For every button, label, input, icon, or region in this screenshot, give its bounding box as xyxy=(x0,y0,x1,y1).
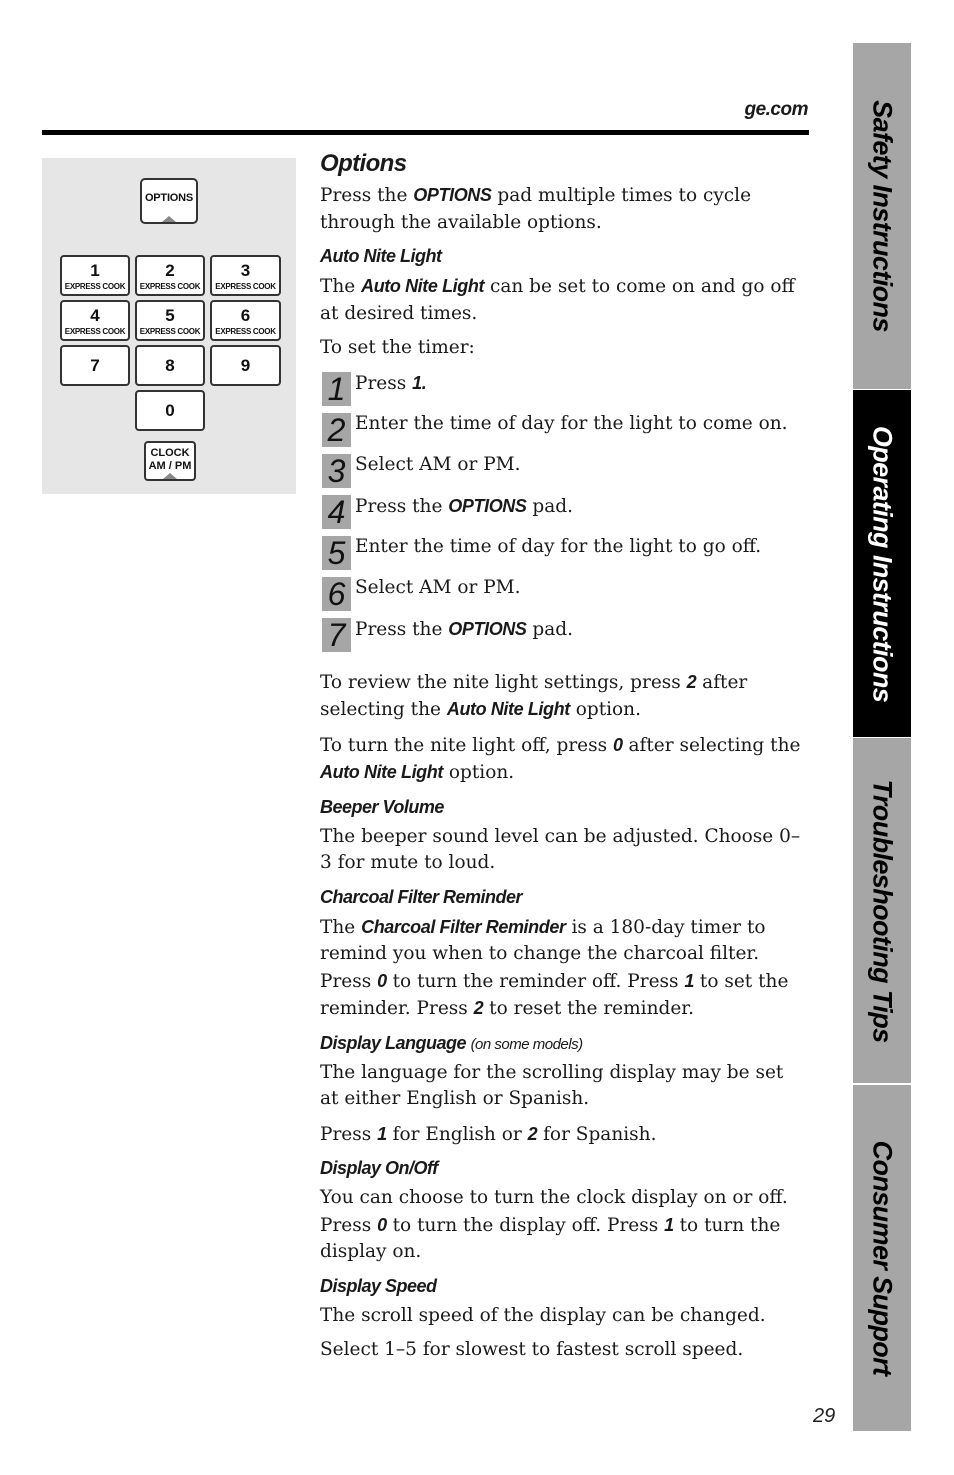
section-heading: Auto Nite Light xyxy=(320,246,442,266)
step-number: 2 xyxy=(322,413,351,447)
tab-safety-instructions[interactable]: Safety Instructions xyxy=(853,43,911,389)
paragraph: Select 1–5 for slowest to fastest scroll speed. xyxy=(320,1339,744,1360)
triangle-icon xyxy=(162,216,176,222)
paragraph: To set the timer: xyxy=(320,337,475,358)
paragraph: To turn the nite light off, press 0 after selecting the Auto Nite Light option. xyxy=(320,734,801,783)
options-key xyxy=(140,178,198,224)
paragraph: The beeper sound level can be adjusted. Choose 0–3 for mute to loud. xyxy=(320,825,801,873)
step-item: 1 Press 1. xyxy=(320,370,805,411)
section-heading: Display Language (on some models) xyxy=(320,1032,583,1053)
step-number: 1 xyxy=(322,372,351,406)
clock-key: CLOCK AM / PM xyxy=(144,441,196,481)
header-rule xyxy=(42,130,809,135)
step-list xyxy=(320,370,805,657)
site-url: ge.com xyxy=(744,99,808,120)
section-display-onoff xyxy=(320,1158,805,1266)
section-heading: Beeper Volume xyxy=(320,796,444,817)
tab-consumer-support[interactable]: Consumer Support xyxy=(853,1085,911,1431)
step-item: 3 Select AM or PM. xyxy=(320,452,805,493)
keypad-key-8: 8 xyxy=(135,345,205,386)
paragraph: The scroll speed of the display can be changed. xyxy=(320,1304,766,1326)
paragraph: To review the nite light settings, press 2 after selecting the Auto Nite Light option. xyxy=(320,671,748,720)
paragraph: Press 1 for English or 2 for Spanish. xyxy=(320,1123,657,1145)
step-number: 5 xyxy=(322,536,351,570)
keypad-key-3: 3 EXPRESS COOK xyxy=(210,255,281,296)
keypad-key-2: 2 EXPRESS COOK xyxy=(135,255,205,296)
keypad-key-5: 5 EXPRESS COOK xyxy=(135,300,205,341)
options-key-label: OPTIONS xyxy=(144,192,194,204)
keypad-illustration xyxy=(42,158,296,494)
keypad-key-4: 4 EXPRESS COOK xyxy=(60,300,130,341)
keypad-key-9: 9 xyxy=(210,345,281,386)
section-display-language xyxy=(320,1033,805,1149)
intro-paragraph: Press the OPTIONS pad multiple times to cycle through the available options. xyxy=(320,185,752,233)
keypad-key-0: 0 xyxy=(135,390,205,431)
tab-operating-instructions[interactable]: Operating Instructions xyxy=(853,390,911,737)
step-item: 7 Press the OPTIONS pad. xyxy=(320,616,805,657)
step-number: 6 xyxy=(322,577,351,611)
paragraph: You can choose to turn the clock display on or off. Press 0 to turn the display off. Press 1 to turn the display on. xyxy=(320,1187,788,1262)
step-item: 2 Enter the time of day for the light to come on. xyxy=(320,411,805,452)
step-item: 6 Select AM or PM. xyxy=(320,575,805,616)
step-number: 7 xyxy=(322,618,351,652)
page-number: 29 xyxy=(813,1405,836,1427)
section-display-speed xyxy=(320,1276,805,1364)
paragraph: The Auto Nite Light can be set to come on and go off at desired times. xyxy=(320,276,795,324)
main-content xyxy=(320,150,805,1372)
keypad-key-7: 7 xyxy=(60,345,130,386)
step-item: 4 Press the OPTIONS pad. xyxy=(320,493,805,534)
triangle-icon xyxy=(163,473,177,479)
keypad-key-1: 1 EXPRESS COOK xyxy=(60,255,130,296)
keypad-key-6: 6 EXPRESS COOK xyxy=(210,300,281,341)
section-charcoal-filter xyxy=(320,887,805,1023)
section-auto-nite-light xyxy=(320,246,805,787)
paragraph: The language for the scrolling display may be set at either English or Spanish. xyxy=(320,1061,784,1109)
step-number: 4 xyxy=(322,495,351,529)
section-heading: Charcoal Filter Reminder xyxy=(320,886,523,907)
page-title: Options xyxy=(320,150,407,177)
section-heading: Display Speed xyxy=(320,1275,437,1296)
section-heading: Display On/Off xyxy=(320,1158,438,1178)
paragraph: The Charcoal Filter Reminder is a 180-day timer to remind you when to change the charcoal filter. Press 0 to turn the reminder off. Press 1 to set the reminder. Press 2 to reset the reminder. xyxy=(320,916,789,1019)
section-beeper-volume xyxy=(320,797,805,877)
step-number: 3 xyxy=(322,454,351,488)
tab-troubleshooting-tips[interactable]: Troubleshooting Tips xyxy=(853,738,911,1083)
step-item: 5 Enter the time of day for the light to go off. xyxy=(320,534,805,575)
